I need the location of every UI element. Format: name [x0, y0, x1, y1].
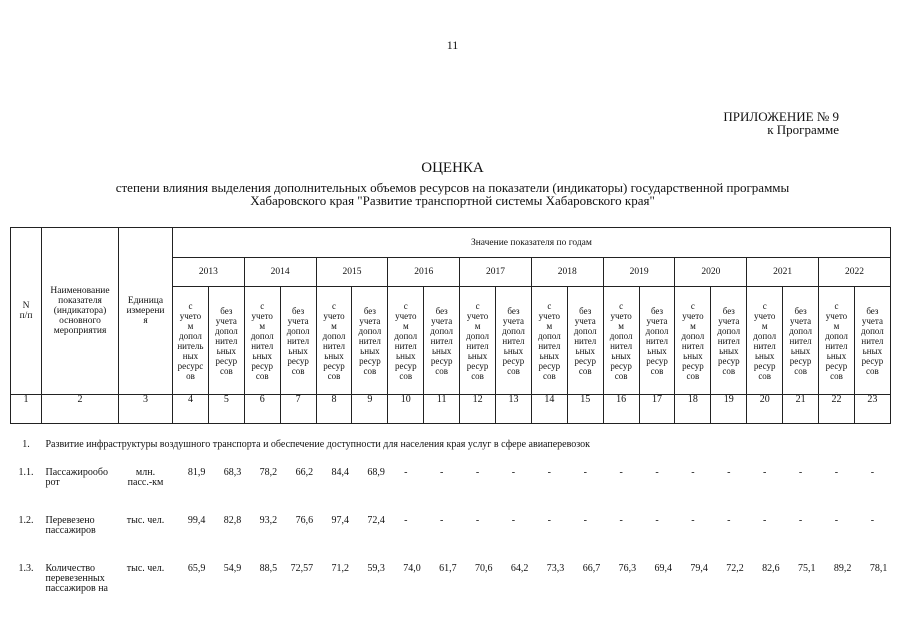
with-resources-header: с учето м допол нител ьных ресур сов: [819, 287, 855, 395]
row-value: -: [763, 515, 767, 526]
with-resources-header: с учето м допол нител ьных ресур сов: [388, 287, 424, 395]
row-value: -: [763, 467, 767, 478]
with-resources-header: с учето м допол нител ьных ресур сов: [603, 287, 639, 395]
without-resources-header: без учета допол нител ьных ресур сов: [208, 287, 244, 395]
without-resources-header: без учета допол нител ьных ресур сов: [424, 287, 460, 395]
row-value: 75,1: [798, 563, 816, 574]
row-value: -: [440, 515, 444, 526]
row-value: 97,4: [331, 515, 349, 526]
row-value: -: [727, 515, 731, 526]
row-value: 82,8: [223, 515, 242, 526]
row-value: 69,4: [654, 563, 672, 574]
year-header: 2021: [747, 258, 819, 287]
row-value: -: [870, 515, 875, 526]
row-value: 74,0: [403, 563, 421, 574]
header-name: Наименование показателя (индикатора) основного мероприятия: [42, 228, 119, 395]
year-header: 2014: [244, 258, 316, 287]
row-value: 99,4: [187, 515, 206, 526]
row-value: 76,3: [618, 563, 637, 574]
row-name: Перевезено пассажиров: [45, 515, 96, 536]
column-number: 12: [460, 395, 496, 424]
column-number: 17: [639, 395, 675, 424]
row-value: 64,2: [510, 563, 529, 574]
row-value: -: [404, 467, 408, 478]
row-value: -: [511, 515, 516, 526]
column-number: 7: [280, 395, 316, 424]
table-body: [11, 395, 891, 615]
appendix-line1: ПРИЛОЖЕНИЕ № 9: [723, 109, 839, 124]
without-resources-header: без учета допол нител ьных ресур сов: [496, 287, 532, 395]
row-unit: тыс. чел.: [126, 563, 165, 574]
column-number: 4: [173, 395, 209, 424]
section-row: [11, 424, 891, 467]
column-number: 21: [783, 395, 819, 424]
year-header: 2015: [316, 258, 388, 287]
column-number: 22: [819, 395, 855, 424]
column-number: 5: [208, 395, 244, 424]
row-value: 61,7: [439, 563, 457, 574]
row-num: 1.2.: [18, 515, 34, 526]
column-number: 9: [352, 395, 388, 424]
row-value: -: [691, 467, 695, 478]
row-value: -: [798, 467, 803, 478]
without-resources-header: без учета допол нител ьных ресур сов: [854, 287, 890, 395]
row-value: -: [440, 467, 444, 478]
column-number: 10: [388, 395, 424, 424]
with-resources-header: с учето м допол нител ьных ресур сов: [531, 287, 567, 395]
row-unit: млн. пасс.-км: [127, 467, 164, 488]
section-num: 1.: [22, 439, 30, 450]
row-value: -: [870, 467, 875, 478]
year-header: 2017: [460, 258, 532, 287]
column-number: 19: [711, 395, 747, 424]
without-resources-header: без учета допол нител ьных ресур сов: [783, 287, 819, 395]
row-value: -: [655, 515, 659, 526]
row-value: -: [798, 515, 803, 526]
document-subtitle: [0, 181, 905, 207]
row-value: 84,4: [331, 467, 349, 478]
section-title: Развитие инфраструктуры воздушного транспорта и обеспечение доступности для населения края услуг в сфере авиаперевозок: [45, 439, 590, 450]
without-resources-header: без учета допол нител ьных ресур сов: [711, 287, 747, 395]
row-num: 1.3.: [18, 563, 34, 574]
row-value: 72,57: [290, 563, 314, 574]
row-value: 93,2: [259, 515, 278, 526]
row-name: Пассажирообо рот: [45, 467, 108, 488]
year-header: 2018: [531, 258, 603, 287]
row-value: 78,2: [259, 467, 278, 478]
subtitle-line2: Хабаровского края "Развитие транспортной системы Хабаровского края": [250, 193, 655, 208]
row-value: 88,5: [259, 563, 278, 574]
row-value: 81,9: [187, 467, 206, 478]
row-value: 73,3: [546, 563, 565, 574]
row-value: 78,1: [869, 563, 888, 574]
year-header: 2013: [173, 258, 245, 287]
column-number-row: [11, 395, 891, 424]
without-resources-header: без учета допол нител ьных ресур сов: [352, 287, 388, 395]
table-row: [11, 514, 891, 562]
row-value: -: [404, 515, 408, 526]
year-header: 2019: [603, 258, 675, 287]
column-number: 2: [42, 395, 119, 424]
appendix-label: [723, 110, 839, 136]
row-value: -: [583, 467, 587, 478]
indicator-table: [10, 227, 891, 614]
table-row: [11, 562, 891, 614]
with-resources-header: с учето м допол нител ьных ресур сов: [316, 287, 352, 395]
row-value: 79,4: [690, 563, 708, 574]
row-value: -: [583, 515, 587, 526]
column-number: 20: [747, 395, 783, 424]
row-value: 66,7: [582, 563, 601, 574]
header-unit: Единица измерени я: [119, 228, 173, 395]
column-number: 8: [316, 395, 352, 424]
with-resources-header: с учето м допол нител ьных ресур сов: [675, 287, 711, 395]
row-value: -: [475, 515, 480, 526]
subtitle-line1: степени влияния выделения дополнительных объемов ресурсов на показатели (индикаторы) государственной программы: [115, 180, 790, 195]
column-number: 6: [244, 395, 280, 424]
row-unit: тыс. чел.: [126, 515, 165, 526]
with-resources-header: с учето м допол нител ьных ресур сов: [747, 287, 783, 395]
without-resources-header: без учета допол нител ьных ресур сов: [639, 287, 675, 395]
column-number: 18: [675, 395, 711, 424]
row-value: 89,2: [833, 563, 852, 574]
column-number: 23: [854, 395, 890, 424]
row-value: 59,3: [367, 563, 385, 574]
column-number: 14: [531, 395, 567, 424]
without-resources-header: без учета допол нител ьных ресур сов: [280, 287, 316, 395]
row-value: -: [619, 467, 623, 478]
row-value: -: [834, 515, 839, 526]
row-value: -: [834, 467, 839, 478]
row-value: -: [655, 467, 659, 478]
table-header: [11, 228, 891, 395]
row-value: 68,9: [367, 467, 385, 478]
header-num: N п/п: [11, 228, 42, 395]
row-value: 66,2: [295, 467, 314, 478]
year-header: 2022: [819, 258, 891, 287]
row-value: 72,4: [367, 515, 385, 526]
row-value: 72,2: [726, 563, 744, 574]
column-number: 13: [496, 395, 532, 424]
row-value: -: [727, 467, 731, 478]
column-number: 3: [119, 395, 173, 424]
row-value: -: [619, 515, 623, 526]
column-number: 15: [567, 395, 603, 424]
row-name: Количество перевезенных пассажиров на: [45, 563, 108, 594]
year-header: 2016: [388, 258, 460, 287]
row-value: 71,2: [331, 563, 349, 574]
row-value: -: [475, 467, 480, 478]
row-value: 54,9: [223, 563, 242, 574]
appendix-line2: к Программе: [767, 122, 839, 137]
year-header: 2020: [675, 258, 747, 287]
row-value: -: [511, 467, 516, 478]
row-value: 70,6: [475, 563, 493, 574]
with-resources-header: с учето м допол нител ьных ресур сов: [244, 287, 280, 395]
header-group-years: Значение показателя по годам: [173, 228, 891, 258]
row-value: -: [691, 515, 695, 526]
with-resources-header: с учето м допол нитель ных ресурс ов: [173, 287, 209, 395]
without-resources-header: без учета допол нител ьных ресур сов: [567, 287, 603, 395]
with-resources-header: с учето м допол нител ьных ресур сов: [460, 287, 496, 395]
row-value: 68,3: [223, 467, 242, 478]
table-row: [11, 466, 891, 514]
row-value: 82,6: [762, 563, 780, 574]
document-title: ОЦЕНКА: [421, 160, 484, 176]
column-number: 16: [603, 395, 639, 424]
page-number: 11: [446, 38, 459, 52]
row-value: 65,9: [187, 563, 206, 574]
row-num: 1.1.: [18, 467, 34, 478]
row-value: -: [547, 467, 552, 478]
column-number: 11: [424, 395, 460, 424]
row-value: -: [547, 515, 552, 526]
row-value: 76,6: [295, 515, 314, 526]
column-number: 1: [11, 395, 42, 424]
